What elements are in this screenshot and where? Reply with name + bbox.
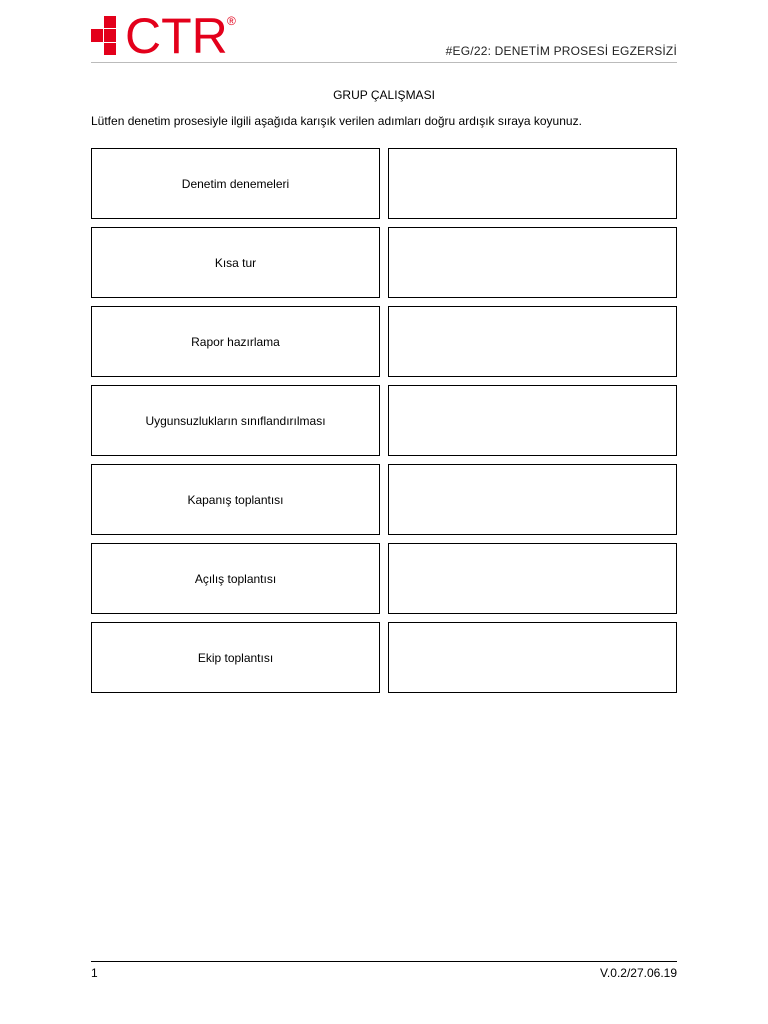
medical-cross-icon xyxy=(91,16,121,56)
step-label-cell: Uygunsuzlukların sınıflandırılması xyxy=(91,385,380,456)
ctr-logo xyxy=(91,8,241,64)
step-row xyxy=(91,306,677,377)
step-row xyxy=(91,385,677,456)
step-row xyxy=(91,464,677,535)
step-answer-box[interactable] xyxy=(388,622,677,693)
step-label-cell: Denetim denemeleri xyxy=(91,148,380,219)
page-number: 1 xyxy=(91,966,98,980)
document-code-title: #EG/22: DENETİM PROSESİ EGZERSİZİ xyxy=(445,44,677,58)
page-title: GRUP ÇALIŞMASI xyxy=(333,88,435,102)
version-label: V.0.2/27.06.19 xyxy=(600,966,677,980)
step-answer-box[interactable] xyxy=(388,385,677,456)
step-answer-box[interactable] xyxy=(388,464,677,535)
step-answer-box[interactable] xyxy=(388,543,677,614)
registered-mark: ® xyxy=(227,14,236,28)
step-row xyxy=(91,227,677,298)
footer-divider xyxy=(91,961,677,962)
step-row xyxy=(91,148,677,219)
step-answer-box[interactable] xyxy=(388,306,677,377)
header-divider xyxy=(91,62,677,63)
steps-grid xyxy=(91,148,677,701)
logo-text: CTR xyxy=(125,8,228,64)
step-row xyxy=(91,622,677,693)
step-answer-box[interactable] xyxy=(388,227,677,298)
step-label-cell: Ekip toplantısı xyxy=(91,622,380,693)
step-row xyxy=(91,543,677,614)
step-label-cell: Kapanış toplantısı xyxy=(91,464,380,535)
step-answer-box[interactable] xyxy=(388,148,677,219)
instruction-text: Lütfen denetim prosesiyle ilgili aşağıda karışık verilen adımları doğru ardışık sıraya koyunuz. xyxy=(91,114,582,128)
step-label-cell: Rapor hazırlama xyxy=(91,306,380,377)
step-label-cell: Kısa tur xyxy=(91,227,380,298)
step-label-cell: Açılış toplantısı xyxy=(91,543,380,614)
